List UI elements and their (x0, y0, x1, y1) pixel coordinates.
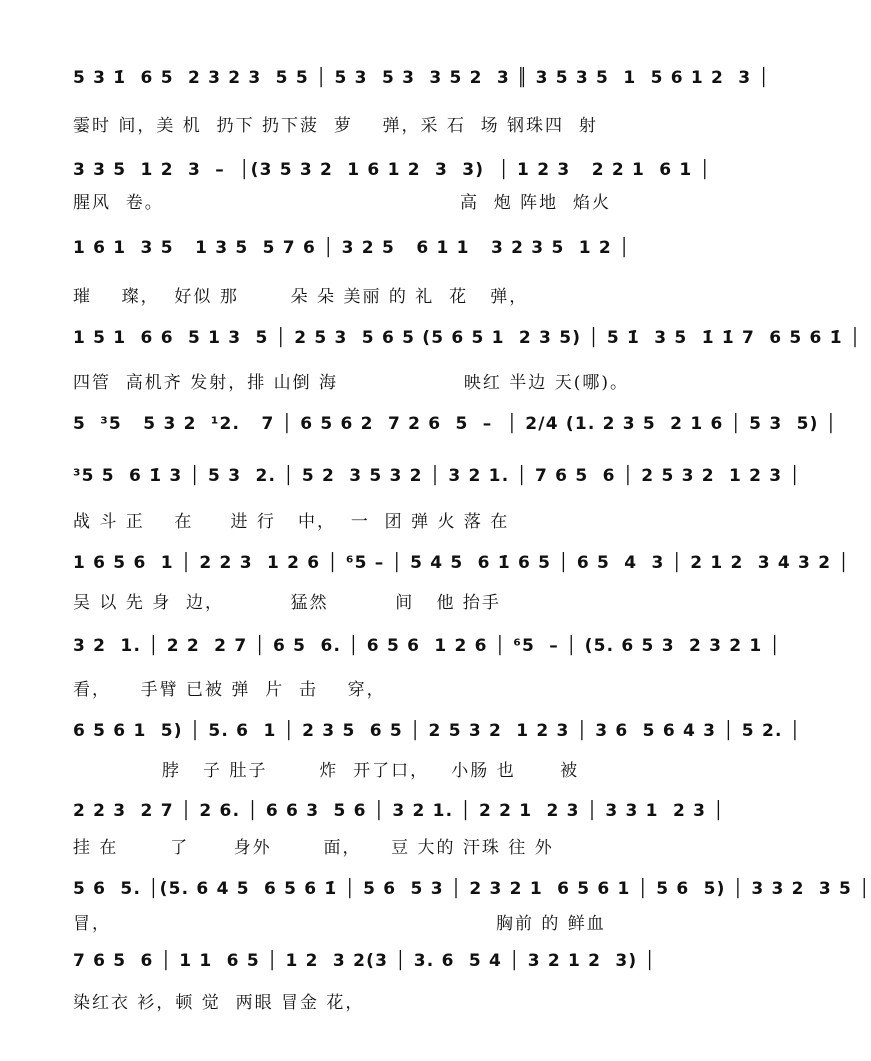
notation-line-5: 5 ³5 5 3 2 ¹2. 7 │ 6 5 6 2 7 2 6 5 – │ 2/4 (1. 2 3 5 2 1 6 │ 5 3 5) │ (73, 414, 838, 434)
lyric-line-10: 挂 在 了 身外 面， 豆 大的 汗珠 往 外 (73, 838, 554, 858)
notation-line-10: 2 2 3 2 7 │ 2 6. │ 6 6 3 5 6 │ 3 2 1. │ 2 2 1 2 3 │ 3 3 1 2 3 │ (73, 801, 725, 821)
lyric-line-2: 腥风 卷。 高 炮 阵地 焰火 (73, 193, 611, 213)
lyric-line-9: 脖 子 肚子 炸 开了口， 小肠 也 被 (73, 761, 580, 781)
notation-line-1: 5 3 1̇ 6 5 2 3 2 3 5 5 │ 5 3 5 3 3 5 2 3 ║ 3 5 3 5 1 5 6 1 2 3 │ (73, 68, 770, 88)
notation-line-6: ³5 5 6 1̇ 3 │ 5 3 2. │ 5 2 3 5 3 2 │ 3 2 1. │ 7 6 5 6 │ 2 5 3 2 1 2 3 │ (73, 466, 801, 486)
lyric-line-12: 染红衣 衫，顿 觉 两眼 冒金 花， (73, 993, 365, 1013)
notation-line-4: 1 5 1 6 6 5 1 3 5 │ 2 5 3 5 6 5 (5 6 5 1 2 3 5) │ 5 1̇ 3 5 1̇ 1̇ 7 6 5 6 1̇ │ (73, 328, 862, 348)
lyric-line-7: 吴 以 先 身 边， 猛然 间 他 抬手 (73, 593, 501, 613)
notation-line-2: 3 3 5 1 2 3 – │(3 5 3 2 1 6 1 2 3 3) │ 1 2 3 2 2 1 6 1 │ (73, 160, 712, 180)
notation-line-7: 1 6 5 6 1 │ 2 2 3 1 2 6 │ ⁶5 – │ 5 4 5 6 1̇ 6 5 │ 6 5 4 3 │ 2 1 2 3 4 3 2 │ (73, 553, 850, 573)
notation-line-11: 5 6 5. │(5. 6 4 5 6 5 6 1̇ │ 5 6 5 3 │ 2 3 2 1 6 5 6 1 │ 5 6 5) │ 3 3 2 3 5 │ (73, 879, 871, 899)
lyric-line-8: 看， 手臂 已被 弹 片 击 穿， (73, 680, 386, 700)
lyric-line-6: 战 斗 正 在 进 行 中， 一 团 弹 火 落 在 (73, 512, 510, 532)
lyric-line-4: 四管 高机齐 发射，排 山倒 海 映红 半边 天(哪)。 (73, 373, 629, 393)
notation-line-12: 7 6 5 6 │ 1 1 6 5 │ 1 2 3 2(3 │ 3. 6 5 4 │ 3 2 1 2 3) │ (73, 951, 656, 971)
lyric-line-11: 冒， 胸前 的 鲜血 (73, 914, 606, 934)
lyric-line-1: 霎时 间，美 机 扔下 扔下菠 萝 弹，采 石 场 钢珠四 射 (73, 116, 598, 136)
lyric-line-3: 璀 璨， 好似 那 朵 朵 美丽 的 礼 花 弹， (73, 287, 529, 307)
notation-line-8: 3 2 1. │ 2 2 2 7 │ 6 5 6. │ 6 5 6 1 2 6 │ ⁶5 – │ (5. 6 5 3 2 3 2 1 │ (73, 636, 781, 656)
notation-line-3: 1 6 1 3 5 1 3 5 5 7 6 │ 3 2 5 6 1 1 3 2 3 5 1 2 │ (73, 238, 631, 258)
notation-line-9: 6 5 6 1 5) │ 5. 6 1 │ 2 3 5 6 5 │ 2 5 3 2 1 2 3 │ 3 6 5 6 4 3 │ 5 2. │ (73, 721, 802, 741)
